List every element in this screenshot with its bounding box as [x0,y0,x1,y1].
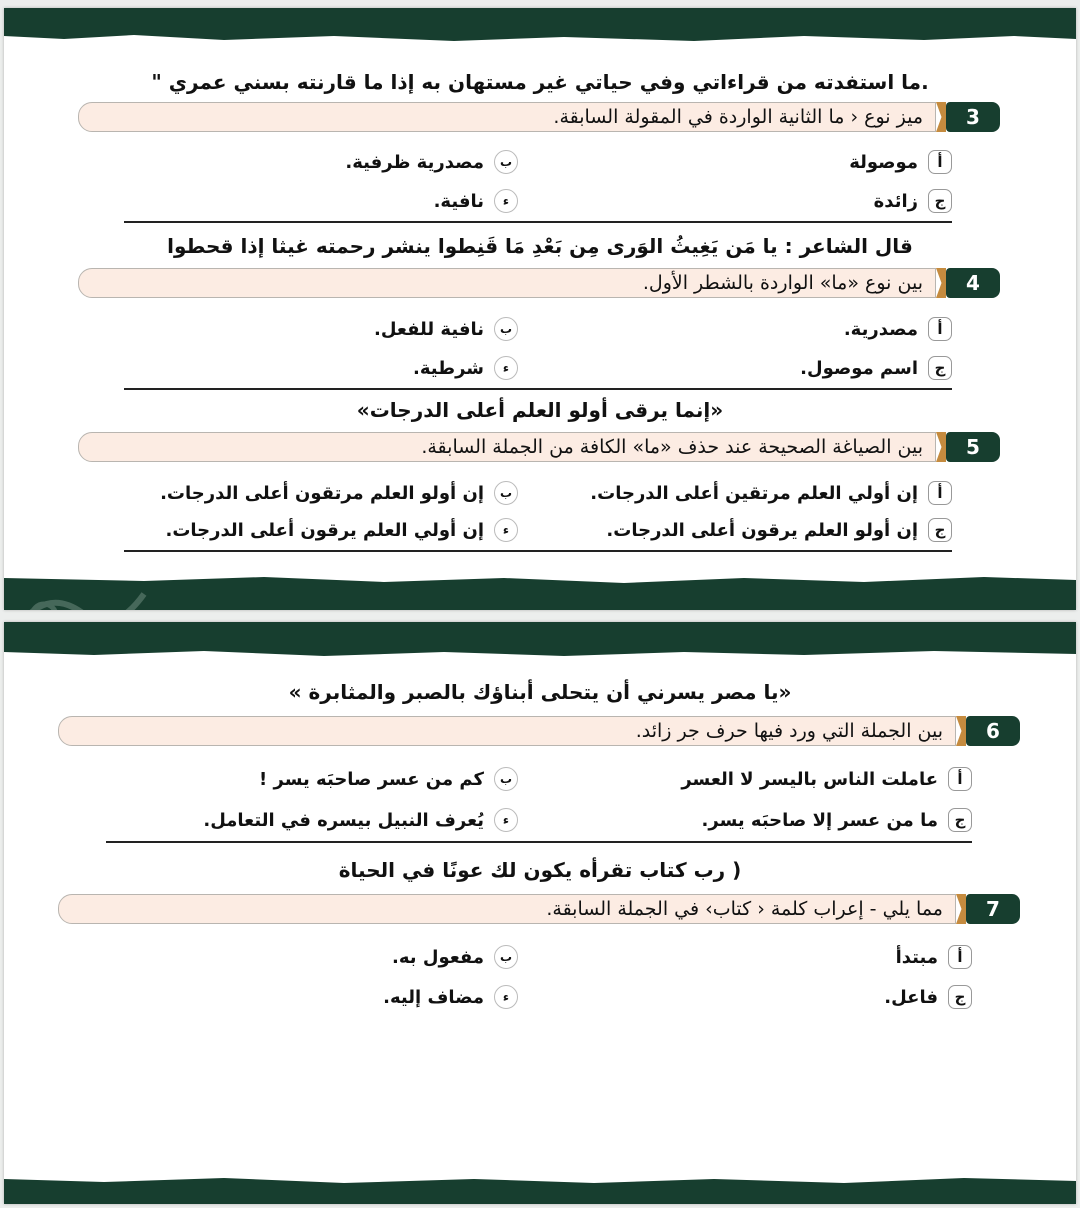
option-text: شرطية. [413,357,484,379]
option-text: مبتدأ [895,946,938,968]
question-text: بين الصياغة الصحيحة عند حذف «ما» الكافة من الجملة السابقة. [78,432,936,462]
question-tag [936,432,946,462]
option-letter: ب [494,945,518,969]
option-d[interactable] [165,518,518,542]
question-text: ميز نوع ‹ ما الثانية الواردة في المقولة السابقة. [78,102,936,132]
quote-text: «إنما يرقى أولو العلم أعلى الدرجات» [356,398,724,422]
option-letter: ب [494,481,518,505]
option-letter: ء [494,189,518,213]
option-a[interactable] [681,767,972,791]
option-b[interactable] [392,945,518,969]
question-tag [956,894,966,924]
option-d[interactable] [413,356,518,380]
option-text: مضاف إليه. [383,986,484,1008]
option-a[interactable] [590,481,952,505]
option-letter: ب [494,767,518,791]
option-letter: ج [928,518,952,542]
option-text: مفعول به. [392,946,484,968]
option-text: ما من عسر إلا صاحبَه يسر. [701,809,938,831]
question-text: بين الجملة التي ورد فيها حرف جر زائد. [58,716,956,746]
option-letter: أ [948,945,972,969]
option-text: كم من عسر صاحبَه يسر ! [259,768,484,790]
option-b[interactable] [345,150,518,174]
option-letter: ء [494,356,518,380]
divider [106,841,972,843]
question-tag [936,268,946,298]
divider [124,550,952,552]
option-a[interactable] [844,317,952,341]
option-letter: أ [928,150,952,174]
quote-text: ( رب كتاب تقرأه يكون لك عونًا في الحياة [338,858,742,882]
question-5-bar [78,432,1000,462]
option-c[interactable] [702,808,972,832]
option-text: يُعرف النبيل بيسره في التعامل. [203,809,484,831]
option-letter: ب [494,150,518,174]
quote-text: .ما استفدته من قراءاتي وفي حياتي غير مستهان به إذا ما قارنته بسني عمري " [151,70,929,94]
divider [124,221,952,223]
header-band [4,8,1076,44]
question-6-bar [58,716,1020,746]
quote-text: قال الشاعر : يا مَن يَغِيثُ الوَرى مِن بَعْدِ مَا قَنِطوا ينشر رحمته غيثا إذا قحطوا [167,234,913,258]
option-letter: ج [928,356,952,380]
option-text: إن أولي العلم يرقون أعلى الدرجات. [165,519,484,541]
quote-text: «يا مصر يسرني أن يتحلى أبناؤك بالصبر والمثابرة » [288,680,792,704]
option-letter: ء [494,518,518,542]
ornament-icon [4,574,164,610]
question-number: 7 [966,894,1020,924]
question-text: مما يلي - إعراب كلمة ‹ كتاب› في الجملة السابقة. [58,894,956,924]
option-text: إن أولو العلم يرقون أعلى الدرجات. [606,519,918,541]
option-letter: ج [948,808,972,832]
option-text: نافية للفعل. [374,318,484,340]
option-a[interactable] [896,945,972,969]
option-a[interactable] [849,150,952,174]
option-c[interactable] [884,985,972,1009]
divider [124,388,952,390]
question-3-bar [78,102,1000,132]
question-number: 3 [946,102,1000,132]
option-letter: ج [948,985,972,1009]
band-edge [4,8,1076,44]
option-letter: أ [928,481,952,505]
band-edge [4,574,1076,610]
option-d[interactable] [383,985,518,1009]
band-edge [4,622,1076,658]
option-letter: ء [494,985,518,1009]
header-band [4,622,1076,658]
option-letter: أ [948,767,972,791]
option-letter: ء [494,808,518,832]
option-letter: أ [928,317,952,341]
option-text: مصدرية ظرفية. [345,151,484,173]
worksheet-page-2 [4,622,1076,1204]
band-edge [4,1176,1076,1204]
option-b[interactable] [259,767,518,791]
question-text: بين نوع «ما» الواردة بالشطر الأول. [78,268,936,298]
option-letter: ج [928,189,952,213]
footer-band [4,574,1076,610]
option-text: مصدرية. [843,318,918,340]
option-letter: ب [494,317,518,341]
option-text: زائدة [873,190,918,212]
question-tag [956,716,966,746]
question-number: 6 [966,716,1020,746]
option-d[interactable] [203,808,518,832]
option-text: نافية. [433,190,484,212]
option-text: فاعل. [884,986,938,1008]
worksheet-page-1 [4,8,1076,610]
option-text: إن أولو العلم مرتقون أعلى الدرجات. [160,482,484,504]
option-c[interactable] [606,518,952,542]
option-c[interactable] [800,356,952,380]
option-d[interactable] [434,189,518,213]
option-c[interactable] [874,189,952,213]
question-4-bar [78,268,1000,298]
question-number: 5 [946,432,1000,462]
question-number: 4 [946,268,1000,298]
footer-band [4,1176,1076,1204]
option-text: موصولة [849,151,918,173]
question-tag [936,102,946,132]
option-text: اسم موصول. [800,357,918,379]
question-7-bar [58,894,1020,924]
option-b[interactable] [160,481,518,505]
option-b[interactable] [374,317,518,341]
option-text: إن أولي العلم مرتقين أعلى الدرجات. [590,482,918,504]
option-text: عاملت الناس باليسر لا العسر [681,768,938,790]
